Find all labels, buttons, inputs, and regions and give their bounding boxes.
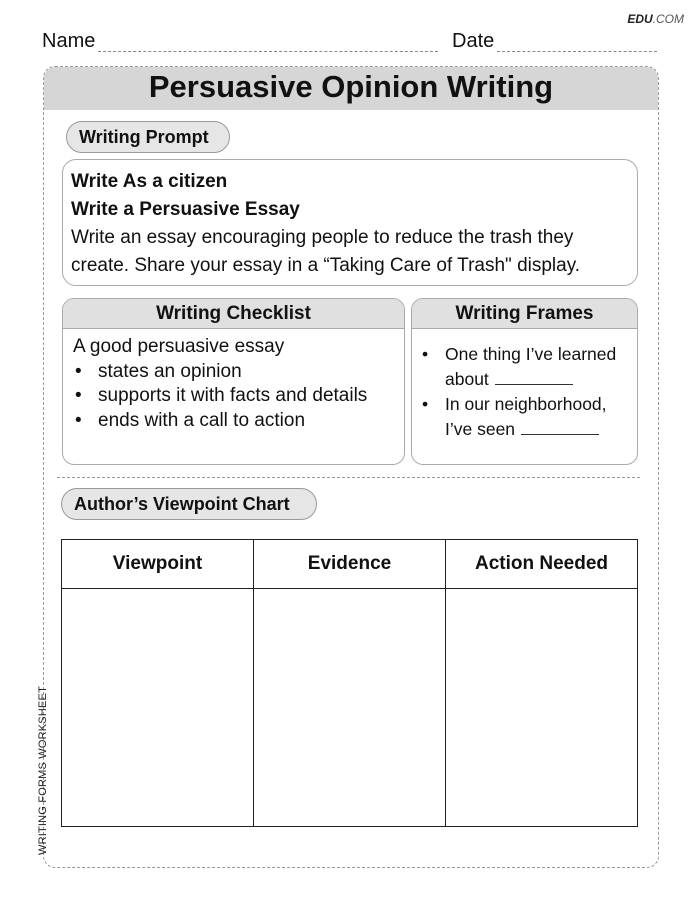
name-label: Name bbox=[42, 30, 96, 52]
column-header-evidence: Evidence bbox=[254, 540, 446, 589]
name-line[interactable] bbox=[98, 51, 438, 52]
action-needed-cell[interactable] bbox=[446, 589, 638, 827]
writing-checklist-panel bbox=[62, 298, 405, 465]
table-row bbox=[62, 589, 638, 827]
frame-text: One thing I’ve learned about bbox=[445, 344, 617, 389]
page-title: Persuasive Opinion Writing bbox=[44, 67, 658, 110]
side-label: WRITING FORMS WORKSHEET bbox=[37, 686, 49, 855]
checklist-item: • supports it with facts and details bbox=[73, 384, 394, 409]
date-label: Date bbox=[452, 30, 495, 52]
viewpoint-chart-label: Author’s Viewpoint Chart bbox=[61, 488, 317, 520]
column-header-viewpoint: Viewpoint bbox=[62, 540, 254, 589]
evidence-cell[interactable] bbox=[254, 589, 446, 827]
writing-frames-panel bbox=[411, 298, 638, 465]
frame-text: In our neighborhood, I’ve seen bbox=[445, 394, 607, 439]
prompt-role: Write As a citizen bbox=[71, 171, 228, 192]
writing-prompt-label: Writing Prompt bbox=[66, 121, 230, 153]
frame-item bbox=[420, 342, 629, 391]
prompt-body: Write an essay encouraging people to reduce the trash they create. Share your essay in a “Taking Care of Trash" display. bbox=[71, 227, 581, 276]
prompt-form: Write a Persuasive Essay bbox=[71, 199, 300, 220]
checklist-item: • ends with a call to action bbox=[73, 409, 394, 434]
frame-blank[interactable] bbox=[521, 418, 599, 435]
frames-title: Writing Frames bbox=[412, 299, 637, 329]
date-line[interactable] bbox=[497, 51, 657, 52]
checklist-list bbox=[73, 360, 394, 434]
frame-blank[interactable] bbox=[495, 368, 573, 385]
checklist-title: Writing Checklist bbox=[63, 299, 404, 329]
checklist-item: • states an opinion bbox=[73, 360, 394, 385]
writing-prompt-box bbox=[62, 159, 638, 286]
checklist-intro: A good persuasive essay bbox=[73, 336, 285, 357]
viewpoint-chart-table bbox=[61, 539, 638, 827]
frame-item bbox=[420, 392, 629, 441]
section-divider bbox=[57, 477, 640, 478]
viewpoint-cell[interactable] bbox=[62, 589, 254, 827]
name-date-row bbox=[42, 30, 658, 54]
edu-logo: EDU.COM bbox=[627, 12, 684, 26]
column-header-action-needed: Action Needed bbox=[446, 540, 638, 589]
frames-list bbox=[420, 342, 629, 441]
table-header-row bbox=[62, 540, 638, 589]
